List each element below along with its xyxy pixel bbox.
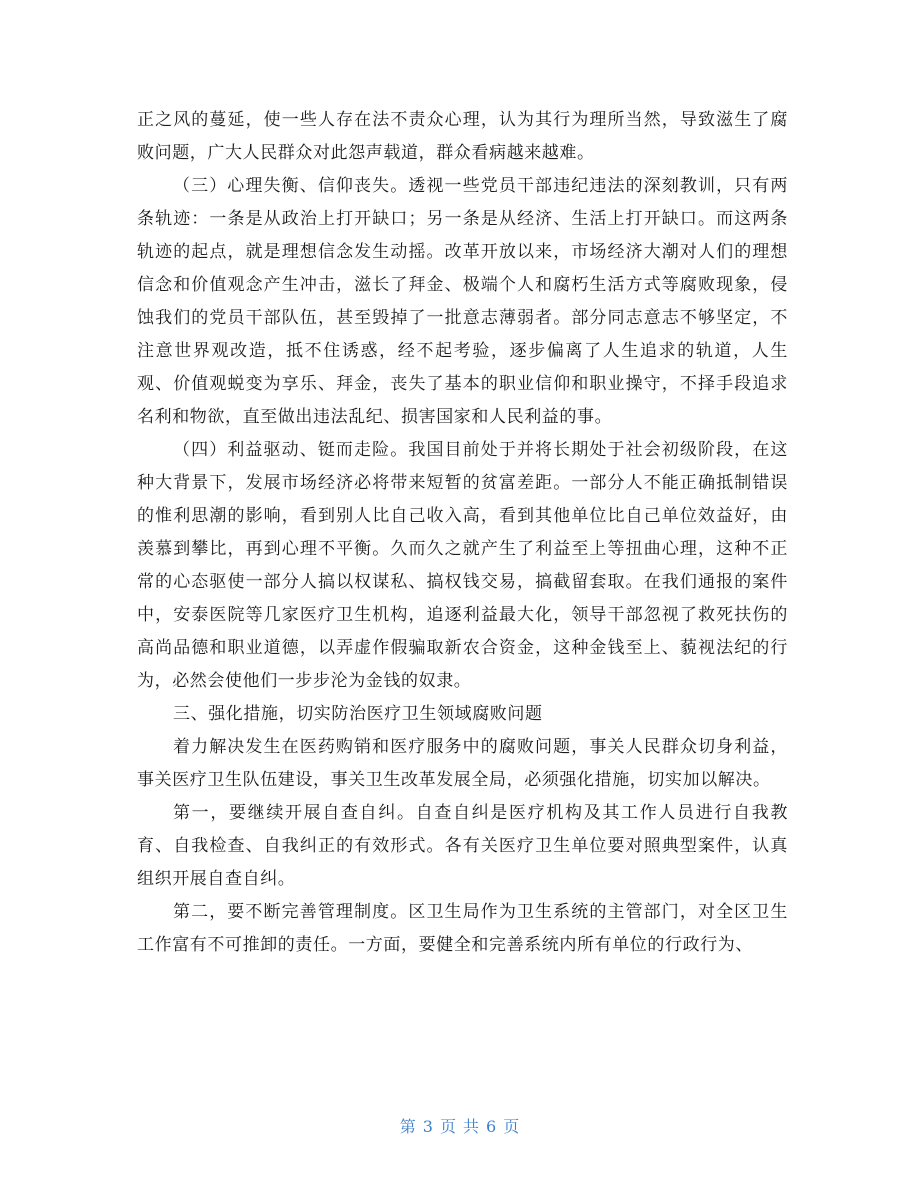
paragraph-second-management: 第二，要不断完善管理制度。区卫生局作为卫生系统的主管部门，对全区卫生工作富有不可推卸的责任。一方面，要健全和完善系统内所有单位的行政行为、: [137, 902, 788, 955]
current-page-number: 3: [422, 1117, 434, 1136]
page-footer: [0, 1114, 920, 1137]
document-body: [137, 104, 788, 962]
footer-suffix: 页: [503, 1117, 521, 1136]
section-heading-measures: 三、强化措施，切实防治医疗卫生领域腐败问题: [173, 704, 543, 724]
footer-prefix: 第: [399, 1117, 417, 1136]
paragraph-continuation: 正之风的蔓延，使一些人存在法不责众心理，认为其行为理所当然，导致滋生了腐败问题，广大人民群众对此怨声载道，群众看病越来越难。: [137, 110, 788, 163]
paragraph-section-three-psychology: （三）心理失衡、信仰丧失。透视一些党员干部违纪违法的深刻教训，只有两条轨迹：一条是从政治上打开缺口；另一条是从经济、生活上打开缺口。而这两条轨迹的起点，就是理想信念发生动摇。改革开放以来，市场经济大潮对人们的理想信念和价值观念产生冲击，滋长了拜金、极端个人和腐朽生活方式等腐败现象，侵蚀我们的党员干部队伍，甚至毁掉了一批意志薄弱者。部分同志意志不够坚定，不注意世界观改造，抵不住诱惑，经不起考验，逐步偏离了人生追求的轨道，人生观、价值观蜕变为享乐、拜金，丧失了基本的职业信仰和职业操守，不择手段追求名利和物欲，直至做出违法乱纪、损害国家和人民利益的事。: [137, 176, 788, 427]
total-page-number: 6: [486, 1117, 498, 1136]
footer-total-word: 共: [463, 1117, 481, 1136]
paragraph-measures-intro: 着力解决发生在医药购销和医疗服务中的腐败问题，事关人民群众切身利益，事关医疗卫生队伍建设，事关卫生改革发展全局，必须强化措施，切实加以解决。: [137, 737, 788, 790]
paragraph-section-four-interest: （四）利益驱动、铤而走险。我国目前处于并将长期处于社会初级阶段，在这种大背景下，发展市场经济必将带来短暂的贫富差距。一部分人不能正确抵制错误的惟利思潮的影响，看到别人比自己收入高，看到其他单位比自己单位效益好，由羡慕到攀比，再到心理不平衡。久而久之就产生了利益至上等扭曲心理，这种不正常的心态驱使一部分人搞以权谋私、搞权钱交易，搞截留套取。在我们通报的案件中，安泰医院等几家医疗卫生机构，追逐利益最大化，领导干部忽视了救死扶伤的高尚品德和职业道德，以弄虚作假骗取新农合资金，这种金钱至上、藐视法纪的行为，必然会使他们一步步沦为金钱的奴隶。: [137, 440, 788, 691]
footer-page-word: 页: [439, 1117, 457, 1136]
paragraph-first-self-check: 第一，要继续开展自查自纠。自查自纠是医疗机构及其工作人员进行自我教育、自我检查、自我纠正的有效形式。各有关医疗卫生单位要对照典型案件，认真组织开展自查自纠。: [137, 803, 788, 889]
